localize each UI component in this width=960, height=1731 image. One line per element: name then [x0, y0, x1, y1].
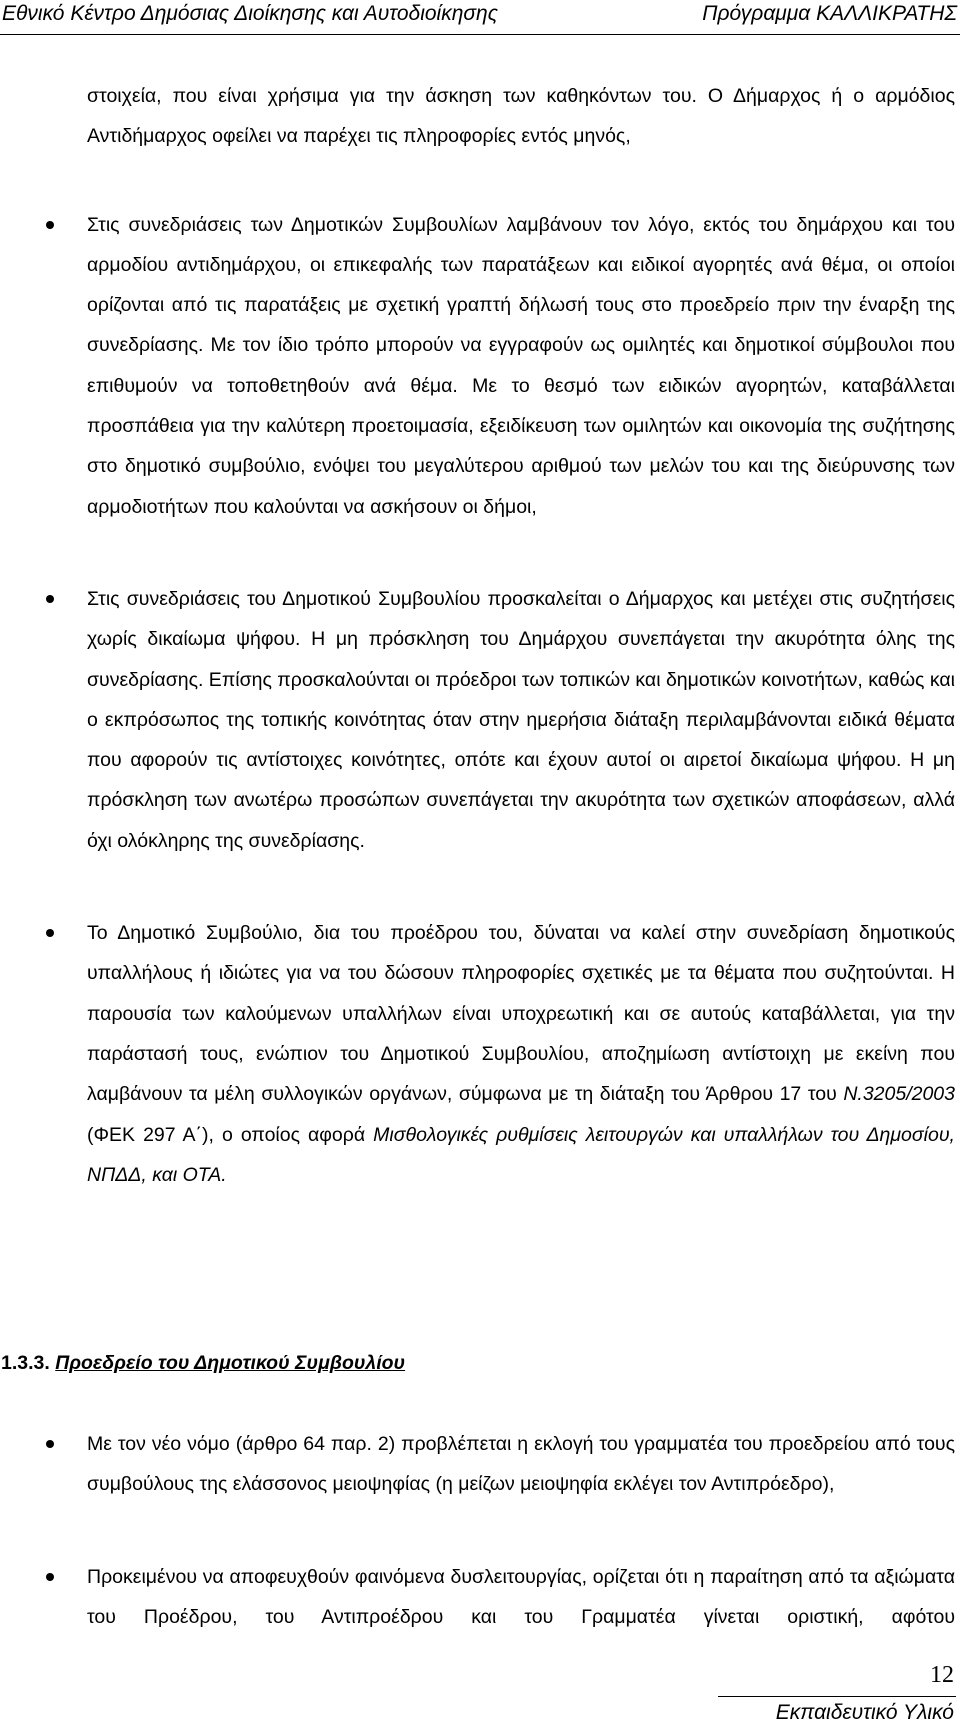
bullet-paragraph-speakers: Στις συνεδριάσεις των Δημοτικών Συμβουλίων λαμβάνουν τον λόγο, εκτός του δημάρχου και του αρμοδίου αντιδημάρχου, οι επικεφαλής των παρατάξεων και ειδικοί αγορητές ανά θέμα, οι οποίοι ορίζονται από τις παρατάξεις με σχετική γραπτή δήλωσή τους στο προεδρείο πριν την έναρξη της συνεδρίασης. Με τον ίδιο τρόπο μπορούν να εγγραφούν ως ομιλητές και δημοτικοί σύμβουλοι που επιθυμούν να τοποθετηθούν ανά θέμα. Με το θεσμό των ειδικών αγορητών, καταβάλλεται προσπάθεια για την καλύτερη προετοιμασία, εξειδίκευση των ομιλητών και οικονομία της συζήτησης στο δημοτικό συμβούλιο, ενόψει του μεγαλύτερου αριθμού των μελών του και της διεύρυνσης των αρμοδιοτήτων που καλούνται να ασκήσουν οι δήμοι,: [87, 205, 955, 527]
gazette-reference: (ΦΕΚ 297 Α΄), ο οποίος αφορά: [87, 1123, 374, 1146]
bullet-paragraph-resignation: Προκειμένου να αποφευχθούν φαινόμενα δυσλειτουργίας, ορίζεται ότι η παραίτηση από τα αξιώματα του Προέδρου, του Αντιπροέδρου και του Γραμματέα γίνεται οριστική, αφότου: [87, 1557, 955, 1638]
lead-paragraph: στοιχεία, που είναι χρήσιμα για την άσκηση των καθηκόντων του. Ο Δήμαρχος ή ο αρμόδιος Αντιδήμαρχος οφείλει να παρέχει τις πληροφορίες εντός μηνός,: [87, 85, 955, 148]
footer-divider: [718, 1696, 956, 1697]
law-title: Μισθολογικές ρυθμίσεις λειτουργών και υπαλλήλων του Δημοσίου, ΝΠΔΔ, και ΟΤΑ.: [87, 1123, 955, 1186]
bullet-paragraph-secretary: Με τον νέο νόμο (άρθρο 64 παρ. 2) προβλέπεται η εκλογή του γραμματέα του προεδρείου από τους συμβούλους της ελάσσονος μειοψηφίας (η μείζων μειοψηφία εκλέγει τον Αντιπρόεδρο),: [87, 1424, 955, 1505]
section-body: [87, 1424, 955, 1689]
header-program: Πρόγραμμα ΚΑΛΛΙΚΡΑΤΗΣ: [702, 2, 957, 25]
section-heading: [1, 1343, 405, 1383]
law-reference: Ν.3205/2003: [843, 1083, 955, 1106]
section-title: Προεδρείο του Δημοτικού Συμβουλίου: [55, 1352, 406, 1374]
page-number: 12: [930, 1662, 954, 1688]
page-header: [0, 0, 960, 36]
footer-label: Εκπαιδευτικό Υλικό: [775, 1701, 954, 1724]
paragraph-text: Το Δημοτικό Συμβούλιο, δια του προέδρου του, δύναται να καλεί στην συνεδρίαση δημοτικούς υπαλλήλους ή ιδιώτες για να του δώσουν πληροφορίες σχετικές με τα θέματα που συζητούνται. Η παρουσία των καλούμενων υπαλλήλων είναι υποχρεωτική και σε αυτούς καταβάλλεται, για την παράστασή τους, ενώπιον του Δημοτικού Συμβουλίου, αποζημίωση αντίστοιχη με εκείνη που λαμβάνουν τα μέλη συλλογικών οργάνων, σύμφωνα με τη διάταξη του Άρθρου 17 του: [87, 922, 955, 1106]
header-organization: Εθνικό Κέντρο Δημόσιας Διοίκησης και Αυτοδιοίκησης: [2, 2, 498, 25]
header-divider: [0, 34, 960, 35]
bullet-paragraph-mayor: Στις συνεδριάσεις του Δημοτικού Συμβουλίου προσκαλείται ο Δήμαρχος και μετέχει στις συζητήσεις χωρίς δικαίωμα ψήφου. Η μη πρόσκληση του Δημάρχου συνεπάγεται την ακυρότητα όλης της συνεδρίασης. Επίσης προσκαλούνται οι πρόεδροι των τοπικών και δημοτικών κοινοτήτων, καθώς και ο εκπρόσωπος της τοπικής κοινότητας όταν στην ημερήσια διάταξη περιλαμβάνονται ειδικά θέματα που αφορούν τις αντίστοιχες κοινότητες, οπότε και έχουν αυτοί οι αιρετοί δικαίωμα ψήφου. Η μη πρόσκληση των ανωτέρω προσώπων συνεπάγεται την ακυρότητα των σχετικών αποφάσεων, αλλά όχι ολόκληρης της συνεδρίασης.: [87, 579, 955, 861]
section-number: 1.3.3.: [1, 1352, 50, 1374]
body-text: [87, 76, 955, 1247]
bullet-paragraph-employees: [87, 913, 955, 1195]
